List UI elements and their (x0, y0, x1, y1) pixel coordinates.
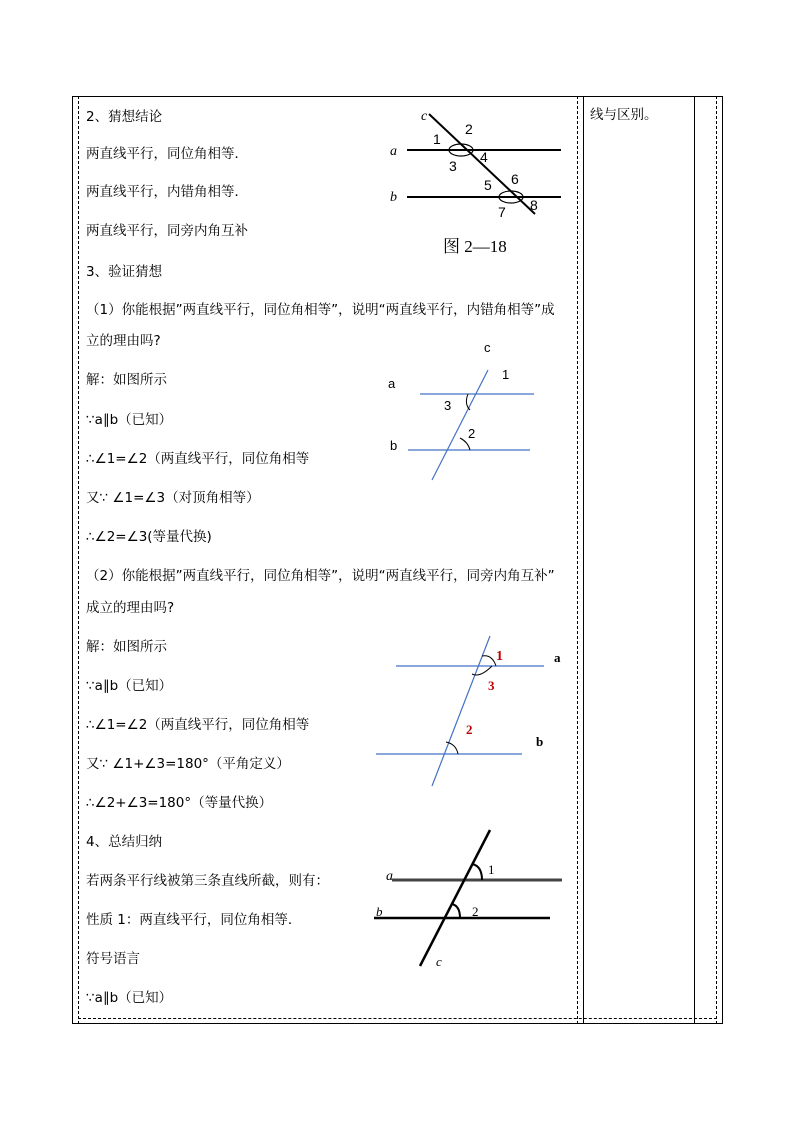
figure-caption: 图 2—18 (443, 237, 507, 256)
label-a: a (386, 869, 393, 884)
solution-2-step-1: ∵a∥b（已知） (86, 678, 173, 694)
line-c (432, 636, 490, 786)
question-1-line-1: （1）你能根据”两直线平行，同位角相等”，说明“两直线平行，内错角相等”成 (86, 302, 555, 318)
table-border-top (72, 96, 723, 97)
label-a: a (388, 376, 396, 391)
line-c (432, 370, 488, 480)
angle-arc-1 (482, 656, 496, 666)
label-b: b (390, 438, 398, 453)
angle-label-1: 1 (488, 862, 495, 877)
table-divider-solid (583, 96, 584, 1024)
angle-label-1: 1 (502, 367, 510, 382)
solution-1-step-2: ∴∠1=∠2（两直线平行，同位角相等 (86, 451, 310, 467)
angle-label-2: 2 (468, 426, 476, 441)
angle-label-3: 3 (449, 158, 457, 174)
figure-property-1 (368, 826, 568, 976)
angle-label-7: 7 (498, 204, 506, 220)
label-b: b (536, 734, 544, 749)
label-a: a (554, 650, 561, 665)
side-note: 线与区别。 (590, 107, 658, 123)
table-border-left (72, 96, 73, 1024)
table-divider-right (694, 96, 695, 1024)
label-a: a (390, 144, 397, 159)
summary-intro: 若两条平行线被第三条直线所截，则有： (86, 873, 329, 889)
conclusion-alternate: 两直线平行，内错角相等． (86, 184, 248, 200)
table-divider-dashed (577, 96, 578, 1024)
question-1-line-2: 立的理由吗? (86, 333, 161, 349)
angle-label-5: 5 (484, 177, 492, 193)
table-border-right-dashed (716, 96, 717, 1024)
heading-verify: 3、验证猜想 (86, 264, 163, 280)
solution-1-intro: 解：如图所示 (86, 372, 167, 388)
solution-2-step-3: 又∵ ∠1+∠3=180°（平角定义） (86, 756, 290, 772)
angle-label-2: 2 (472, 904, 479, 919)
table-border-bottom (72, 1023, 723, 1024)
angle-label-8: 8 (530, 197, 538, 213)
label-c: c (421, 109, 428, 124)
table-border-bottom-dashed (78, 1018, 717, 1019)
symbol-step-1: ∵a∥b（已知） (86, 990, 173, 1006)
angle-label-4: 4 (480, 149, 488, 165)
label-c: c (484, 340, 491, 355)
line-c (420, 830, 490, 966)
figure-interior-angles (372, 630, 572, 790)
angle-label-3: 3 (488, 678, 495, 693)
label-c: c (436, 954, 442, 969)
solution-1-step-4: ∴∠2=∠3(等量代换) (86, 529, 212, 545)
property-1: 性质 1：两直线平行，同位角相等． (86, 912, 302, 928)
solution-2-intro: 解：如图所示 (86, 639, 167, 655)
label-b: b (390, 190, 397, 205)
heading-guess-conclusion: 2、猜想结论 (86, 109, 163, 125)
label-b: b (376, 904, 383, 919)
angle-label-6: 6 (511, 171, 519, 187)
angle-arc-2 (452, 904, 460, 918)
solution-2-step-2: ∴∠1=∠2（两直线平行，同位角相等 (86, 717, 310, 733)
angle-arc-1 (472, 864, 482, 880)
symbol-language-label: 符号语言 (86, 951, 140, 967)
question-2-line-2: 成立的理由吗? (86, 600, 175, 616)
angle-label-2: 2 (465, 121, 473, 137)
conclusion-corresponding: 两直线平行，同位角相等． (86, 146, 248, 162)
solution-1-step-3: 又∵ ∠1=∠3（对顶角相等） (86, 490, 260, 506)
angle-label-1: 1 (496, 649, 503, 664)
conclusion-interior: 两直线平行，同旁内角互补 (86, 223, 248, 239)
table-border-left-dashed (78, 96, 79, 1024)
figure-alternate-angles (380, 338, 550, 488)
heading-summary: 4、总结归纳 (86, 834, 163, 850)
figure-2-18 (385, 104, 575, 264)
table-border-right (722, 96, 723, 1024)
question-2-line-1: （2）你能根据”两直线平行，同位角相等”，说明“两直线平行，同旁内角互补” (86, 568, 555, 584)
solution-2-step-4: ∴∠2+∠3=180°（等量代换） (86, 795, 273, 811)
solution-1-step-1: ∵a∥b（已知） (86, 412, 173, 428)
angle-label-3: 3 (444, 398, 452, 413)
angle-label-1: 1 (433, 131, 441, 147)
angle-label-2: 2 (466, 722, 473, 737)
